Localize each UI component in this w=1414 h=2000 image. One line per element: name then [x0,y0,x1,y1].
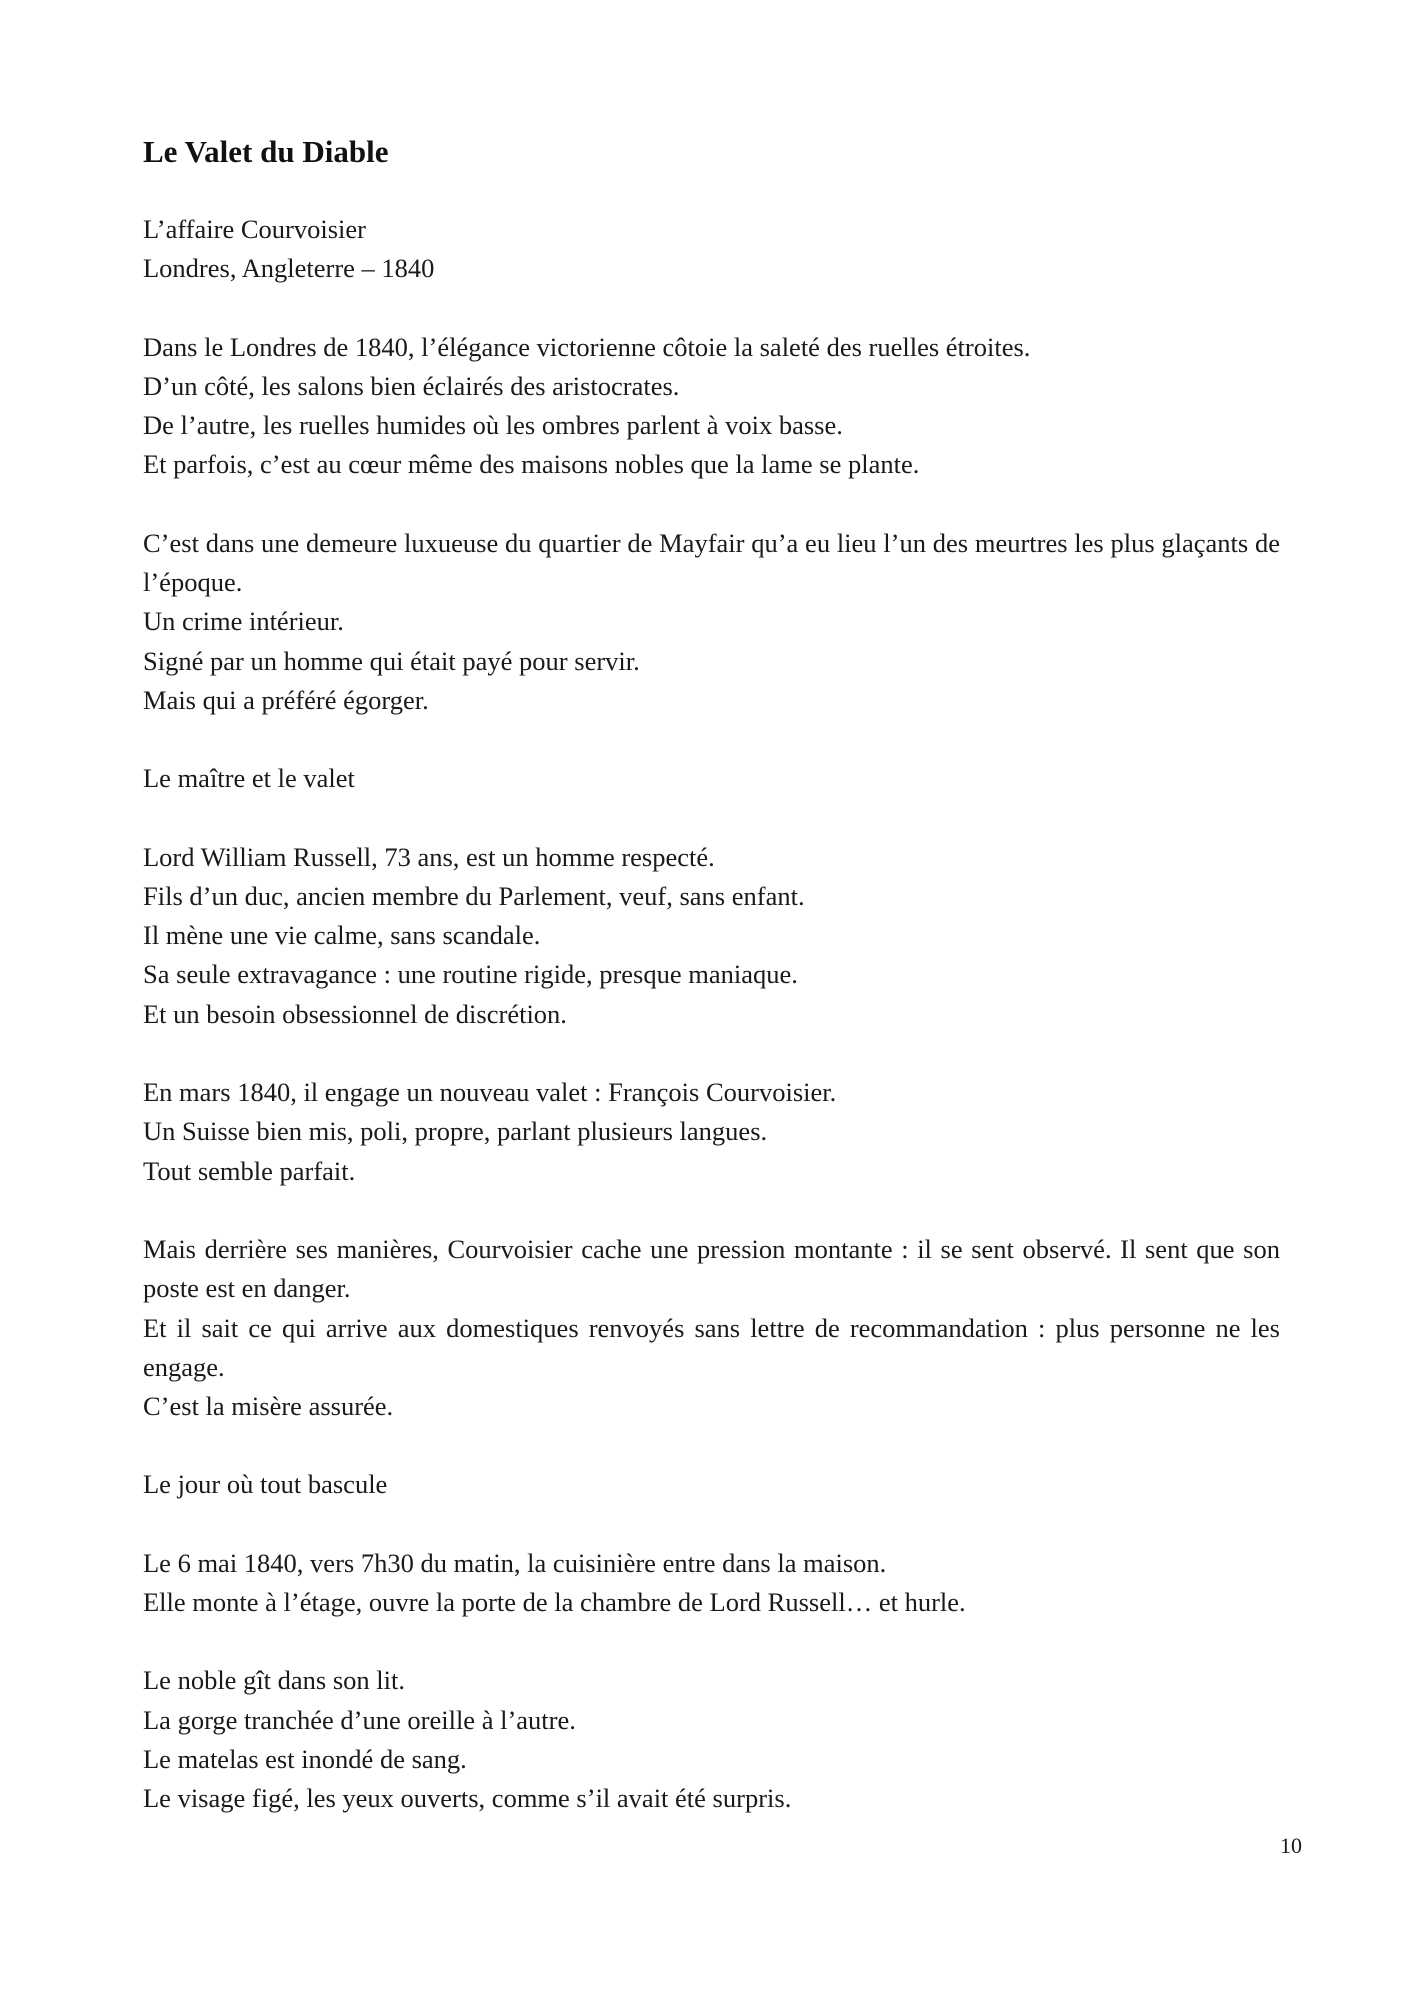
text-line: Mais qui a préféré égorger. [143,684,429,715]
text-line: Un Suisse bien mis, poli, propre, parlant plusieurs langues. [143,1116,768,1147]
russell-paragraph [143,838,1280,1034]
text-line: Tout semble parfait. [143,1155,356,1186]
valet-paragraph [143,1073,1280,1191]
text-line: Il mène une vie calme, sans scandale. [143,920,541,951]
text-line: D’un côté, les salons bien éclairés des aristocrates. [143,370,680,401]
text-line: En mars 1840, il engage un nouveau valet : François Courvoisier. [143,1077,837,1108]
mayfair-paragraph [143,524,1280,720]
scene-paragraph [143,1661,1280,1818]
text-line: Fils d’un duc, ancien membre du Parlement, veuf, sans enfant. [143,880,805,911]
text-line: Le noble gît dans son lit. [143,1665,406,1696]
text-line: Signé par un homme qui était payé pour servir. [143,645,640,676]
day-paragraph [143,1544,1280,1623]
text-line: C’est la misère assurée. [143,1391,394,1422]
text-line: De l’autre, les ruelles humides où les ombres parlent à voix basse. [143,410,843,441]
subtitle-place-date: Londres, Angleterre – 1840 [143,253,435,284]
page-number: 10 [1280,1833,1302,1858]
text-paragraph: Et il sait ce qui arrive aux domestiques renvoyés sans lettre de recommandation : plus personne ne les engage. [143,1312,1280,1382]
text-line: Le visage figé, les yeux ouverts, comme s’il avait été surpris. [143,1783,792,1814]
text-line: Dans le Londres de 1840, l’élégance victorienne côtoie la saleté des ruelles étroites. [143,331,1031,362]
text-line: Un crime intérieur. [143,606,344,637]
text-line: Et un besoin obsessionnel de discrétion. [143,998,567,1029]
text-line: Sa seule extravagance : une routine rigide, presque maniaque. [143,959,798,990]
subtitle-case: L’affaire Courvoisier [143,214,366,244]
section-heading-turning-day: Le jour où tout bascule [143,1469,388,1500]
section-heading-master-valet: Le maître et le valet [143,763,355,794]
text-line: Elle monte à l’étage, ouvre la porte de la chambre de Lord Russell… et hurle. [143,1587,966,1618]
text-line: La gorge tranchée d’une oreille à l’autre. [143,1704,576,1735]
subtitle-block [143,210,1280,289]
document-page [143,132,1280,1858]
text-paragraph: C’est dans une demeure luxueuse du quartier de Mayfair qu’a eu lieu l’un des meurtres les plus glaçants de l’époque. [143,527,1280,598]
pressure-paragraph [143,1230,1280,1426]
text-line: Et parfois, c’est au cœur même des maisons nobles que la lame se plante. [143,449,920,480]
text-line: Lord William Russell, 73 ans, est un homme respecté. [143,841,715,872]
text-line: Le matelas est inondé de sang. [143,1743,467,1774]
text-line: Le 6 mai 1840, vers 7h30 du matin, la cuisinière entre dans la maison. [143,1547,887,1578]
chapter-title: Le Valet du Diable [143,134,389,169]
intro-paragraph [143,328,1280,485]
text-paragraph: Mais derrière ses manières, Courvoisier cache une pression montante : il se sent observé. Il sent que son poste est en danger. [143,1233,1280,1304]
